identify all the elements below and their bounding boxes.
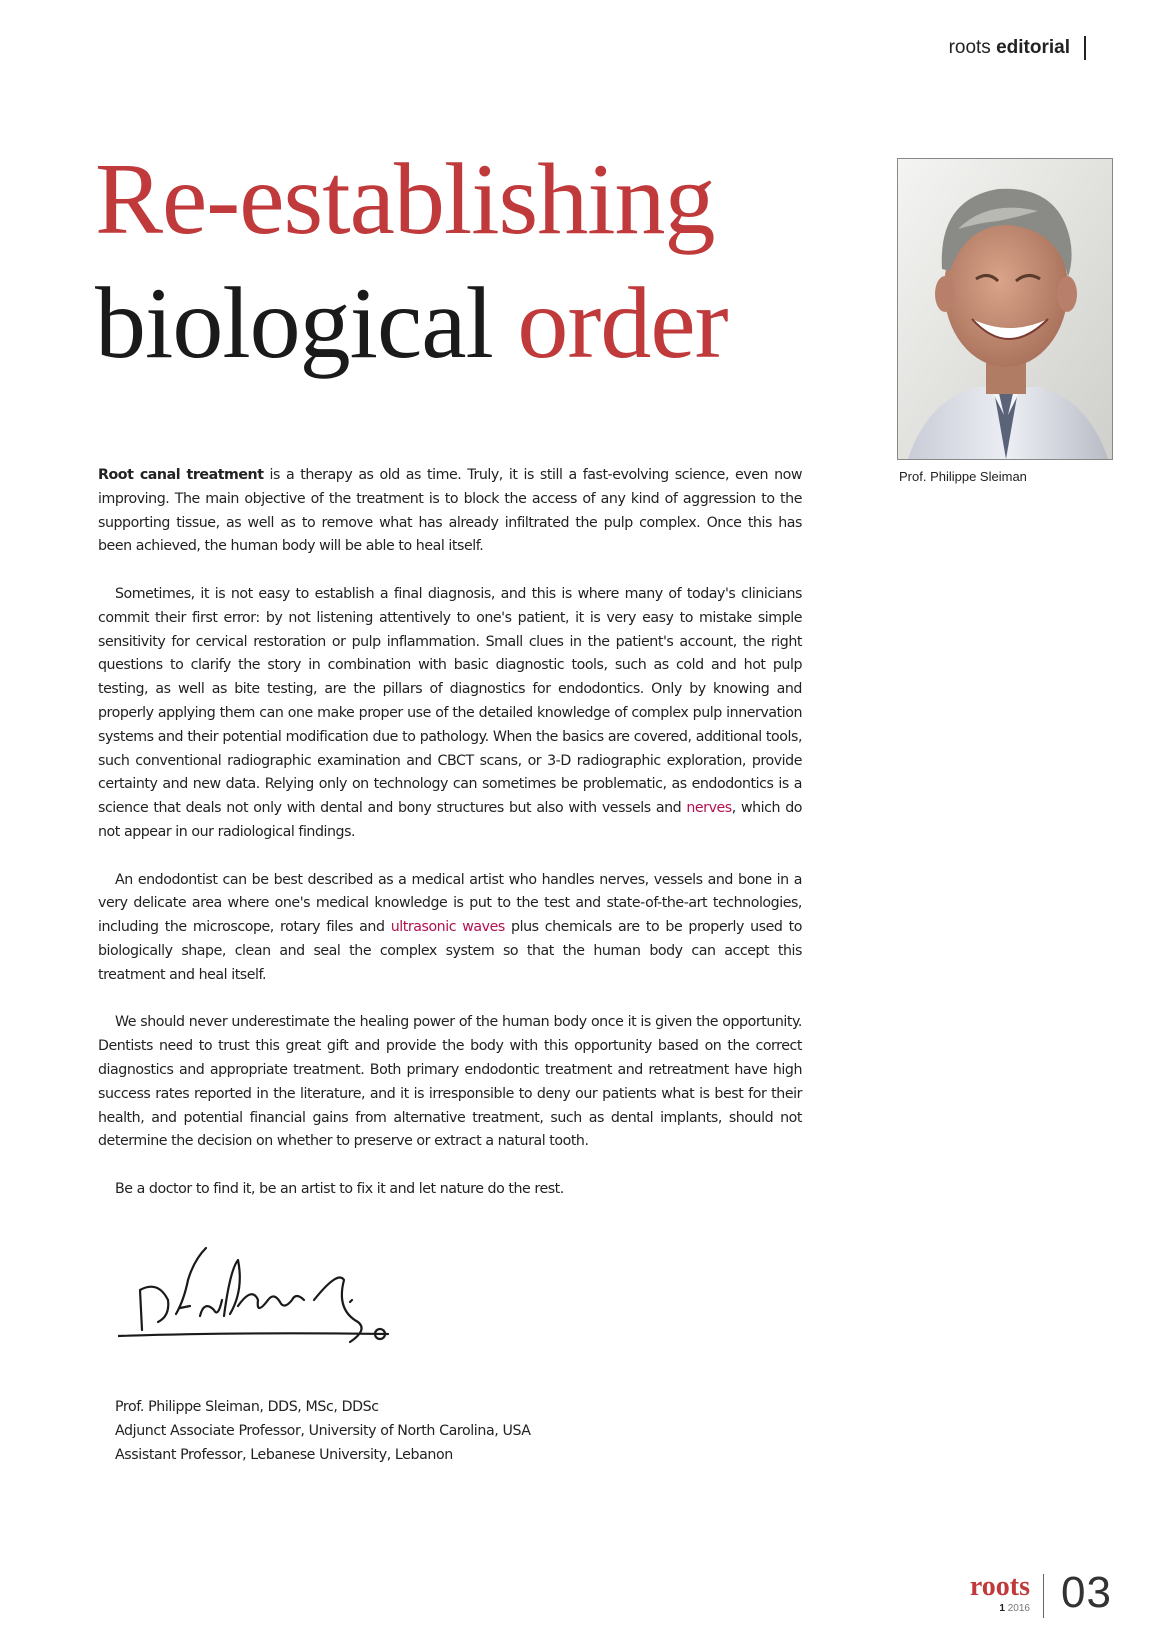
author-photo (897, 158, 1113, 460)
issue-label (999, 1603, 1030, 1614)
title-line2-red: order (517, 267, 728, 380)
paragraph-5: Be a doctor to find it, be an artist to fix it and let nature do the rest. (115, 1180, 564, 1197)
header-label: editorial (996, 37, 1070, 58)
article-body (98, 464, 802, 1226)
author-credentials (115, 1395, 531, 1467)
footer-divider (1043, 1574, 1044, 1618)
paragraph-1-text: is a therapy as old as time. Truly, it is still a fast-evolving science, even now improving. The main objective of the treatment is to block the access of any kind of aggression to the supporting tissue, as well as to remove what has already infiltrated the pulp complex. Once this has been achieved, the human body will be able to heal itself. (98, 467, 802, 555)
issue-year: 2016 (1007, 1603, 1030, 1614)
paragraph-2-text-b: , which do not appear in our radiological findings. (98, 800, 802, 840)
paragraph-2-text-a: Sometimes, it is not easy to establish a final diagnosis, and this is where many of today's clinicians commit their first error: by not listening attentively to one's patient, it is very easy to mistake simple sensitivity for cervical restoration or pulp inflammation. Small clues in the patient's account, the right questions to clarify the story in combination with basic diagnostic tools, such as cold and hot pulp testing, as well as bite testing, are the pillars of diagnostics for endodontics. Only by knowing and properly applying them can one make proper use of the detailed knowledge of complex pulp innervation systems and their potential modification due to pathology. When the basics are covered, additional tools, such conventional radiographic examination and CBCT scans, or 3-D radiographic exploration, provide certainty and new data. Relying only on technology can sometimes be problematic, as endodontics is a science that deals not only with dental and bony structures but also with vessels and (98, 585, 802, 817)
author-position-2: Assistant Professor, Lebanese University, Lebanon (115, 1447, 453, 1463)
handwritten-signature-icon (118, 1230, 418, 1350)
title-line1: Re-establishing (95, 143, 715, 256)
author-name: Prof. Philippe Sleiman, DDS, MSc, DDSc (115, 1399, 379, 1415)
article-title (95, 138, 728, 386)
paragraph-3-text-b: plus chemicals are to be properly used to biologically shape, clean and seal the complex system so that the human body can accept this treatment and heal itself. (98, 919, 803, 983)
page-number: 03 (1061, 1568, 1112, 1617)
paragraph-1 (98, 464, 802, 559)
photo-caption: Prof. Philippe Sleiman (899, 469, 1027, 484)
footer-brand: roots (969, 1571, 1030, 1602)
paragraph-2 (98, 583, 802, 845)
keyword-nerves[interactable]: nerves (686, 800, 732, 817)
lead-phrase: Root canal treatment (98, 467, 264, 483)
issue-number: 1 (999, 1603, 1005, 1614)
title-line2-dark: biological (95, 267, 493, 380)
header-section: roots (948, 37, 991, 58)
paragraph-3 (98, 869, 802, 988)
section-header (949, 36, 1086, 60)
author-position-1: Adjunct Associate Professor, University of North Carolina, USA (115, 1423, 531, 1439)
paragraph-4: We should never underestimate the healing power of the human body once it is given the opportunity. Dentists need to trust this great gift and provide the body with this opportunity based on the correct diagnostics and appropriate treatment. Both primary endodontic treatment and retreatment have high success rates reported in the literature, and it is irresponsible to deny our patients what is best for their health, and potential financial gains from alternative treatment, such as dental implants, should not determine the decision on whether to preserve or extract a natural tooth. (98, 1014, 802, 1150)
paragraph-3-text-a: An endodontist can be best described as a medical artist who handles nerves, vessels and bone in a very delicate area where one's medical knowledge is put to the test and state-of-the-art technologies, including the microscope, rotary files and (98, 871, 802, 936)
keyword-ultrasonic-waves[interactable]: ultrasonic waves (390, 919, 505, 936)
